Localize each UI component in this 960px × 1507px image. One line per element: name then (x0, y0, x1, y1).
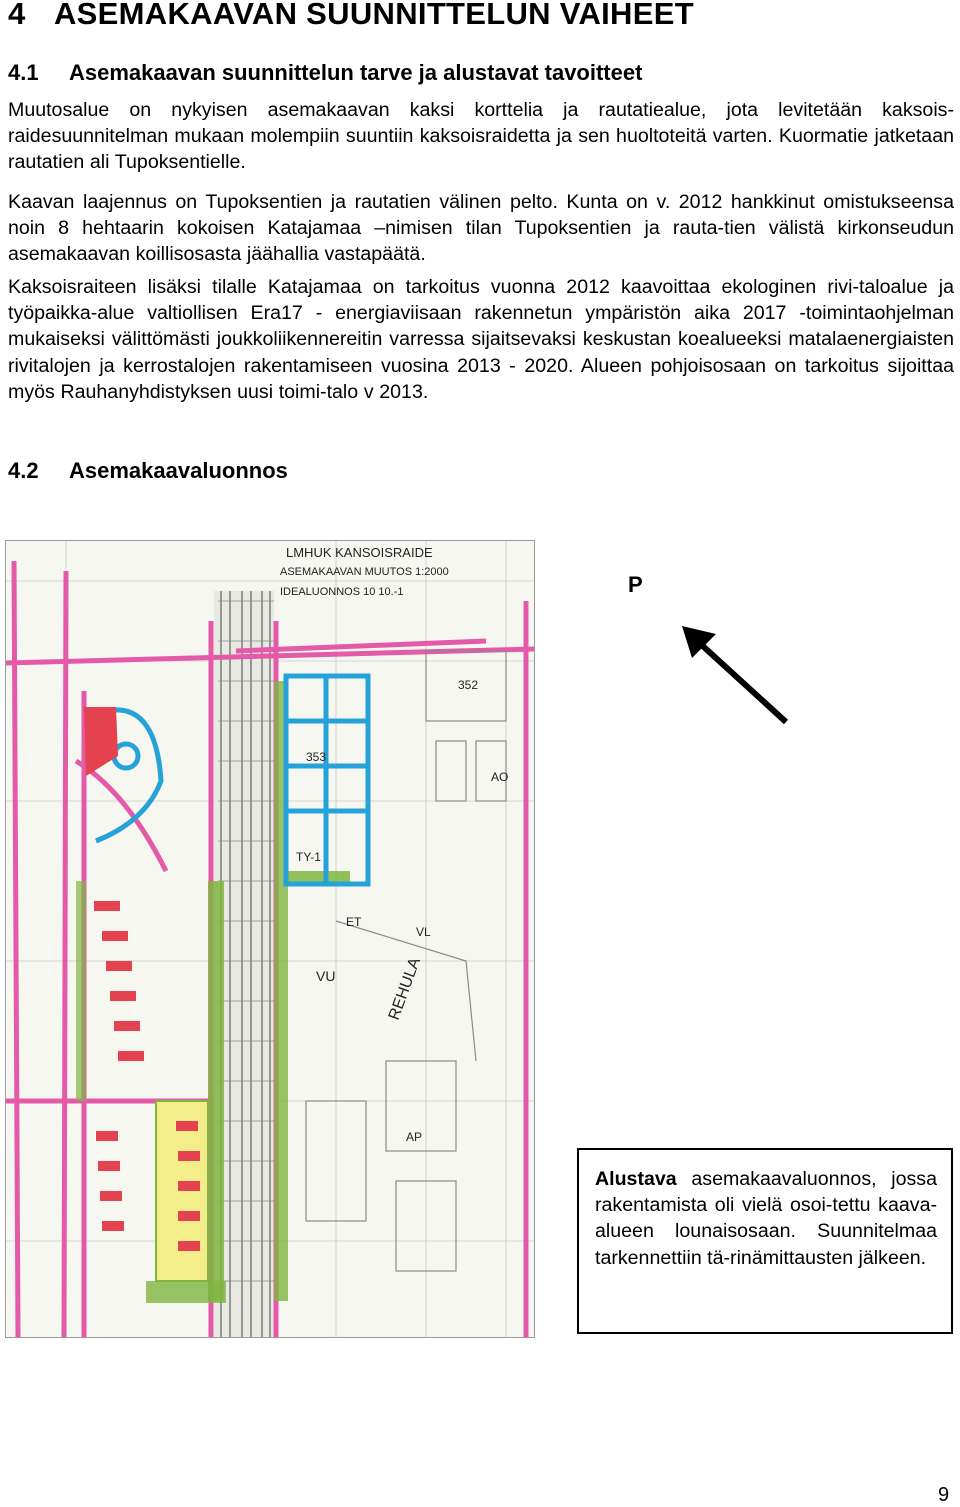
paragraph-3: Kaksoisraiteen lisäksi tilalle Katajamaa on tarkoitus vuonna 2012 kaavoittaa ekologinen rivi-taloalue ja työpaikka-alue valtiollisen Era17 - energiaviisaan rakennetun ympäristön aika 2017 -toimintaohjelman mukaiseksi välittömästi joukkoliikennereitin varressa sijaitsevaksi keskustan koealueeksi matalaenergiaisten rivitalojen ja kerrostalojen rakentamiseen vuosina 2013 - 2020. Alueen pohjoisosaan on tarkoitus sijoittaa myös Rauhanyhdistyksen uusi toimi-talo v 2013. (8, 276, 954, 403)
label-ao: AO (491, 770, 509, 784)
label-vl: VL (416, 925, 431, 939)
north-arrow-icon (676, 618, 796, 728)
section-4-1-number: 4.1 (8, 60, 39, 85)
label-block-352: 352 (458, 678, 479, 692)
section-4-2-title: Asemakaavaluonnos (69, 458, 288, 483)
paragraph-2: Kaavan laajennus on Tupoksentien ja rautatien välinen pelto. Kunta on v. 2012 hankkinut omistukseensa noin 8 hehtaarin kokoisen Katajamaa –nimisen tilan Tupoksentien ja rauta-tien välistä kirkonseudun asemakaavan koillisosasta jäähallia vastapäätä. (8, 191, 954, 266)
page-number: 9 (938, 1484, 950, 1506)
label-rehula: REHULA (385, 955, 424, 1023)
map-stamp-line-1: LMHUK KANSOISRAIDE (286, 545, 433, 560)
chapter-number: 4 (8, 0, 26, 31)
chapter-heading (8, 0, 694, 32)
map-caption-box (577, 1148, 953, 1334)
section-4-2-number: 4.2 (8, 458, 39, 483)
section-4-1-title: Asemakaavan suunnittelun tarve ja alustavat tavoitteet (69, 60, 643, 85)
map-stamp-line-3: IDEALUONNOS 10 10.-1 (280, 586, 404, 598)
caption-lead: Alustava (595, 1168, 677, 1190)
zoning-plan-map (5, 540, 535, 1338)
chapter-title: ASEMAKAAVAN SUUNNITTELUN VAIHEET (54, 0, 694, 31)
section-4-1-heading (8, 60, 642, 86)
label-ap: AP (406, 1130, 423, 1144)
label-et: ET (346, 915, 362, 929)
map-stamp-line-2: ASEMAKAAVAN MUUTOS 1:2000 (280, 566, 449, 578)
north-label: P (628, 572, 643, 597)
zoning-plan-drawing (6, 541, 534, 1337)
label-vu: VU (316, 968, 336, 984)
caption-text: asemakaavaluonnos, jossa rakentamista oli vielä osoi-tettu kaava-alueen lounaisosaan. Suunnitelmaa tarkennettiin tä-rinämittausten jälkeen. (595, 1168, 937, 1269)
label-block-353: 353 (306, 750, 327, 764)
label-tyv: TY-1 (296, 850, 321, 864)
section-4-2-heading (8, 458, 288, 484)
paragraph-1: Muutosalue on nykyisen asemakaavan kaksi korttelia ja rautatiealue, jota levitetään kaksois-raidesuunnitelman mukaan molempiin suuntiin kaksoisraidetta ja sen huoltoteitä varten. Kuormatie jatketaan rautatien ali Tupoksentielle. (8, 99, 954, 174)
